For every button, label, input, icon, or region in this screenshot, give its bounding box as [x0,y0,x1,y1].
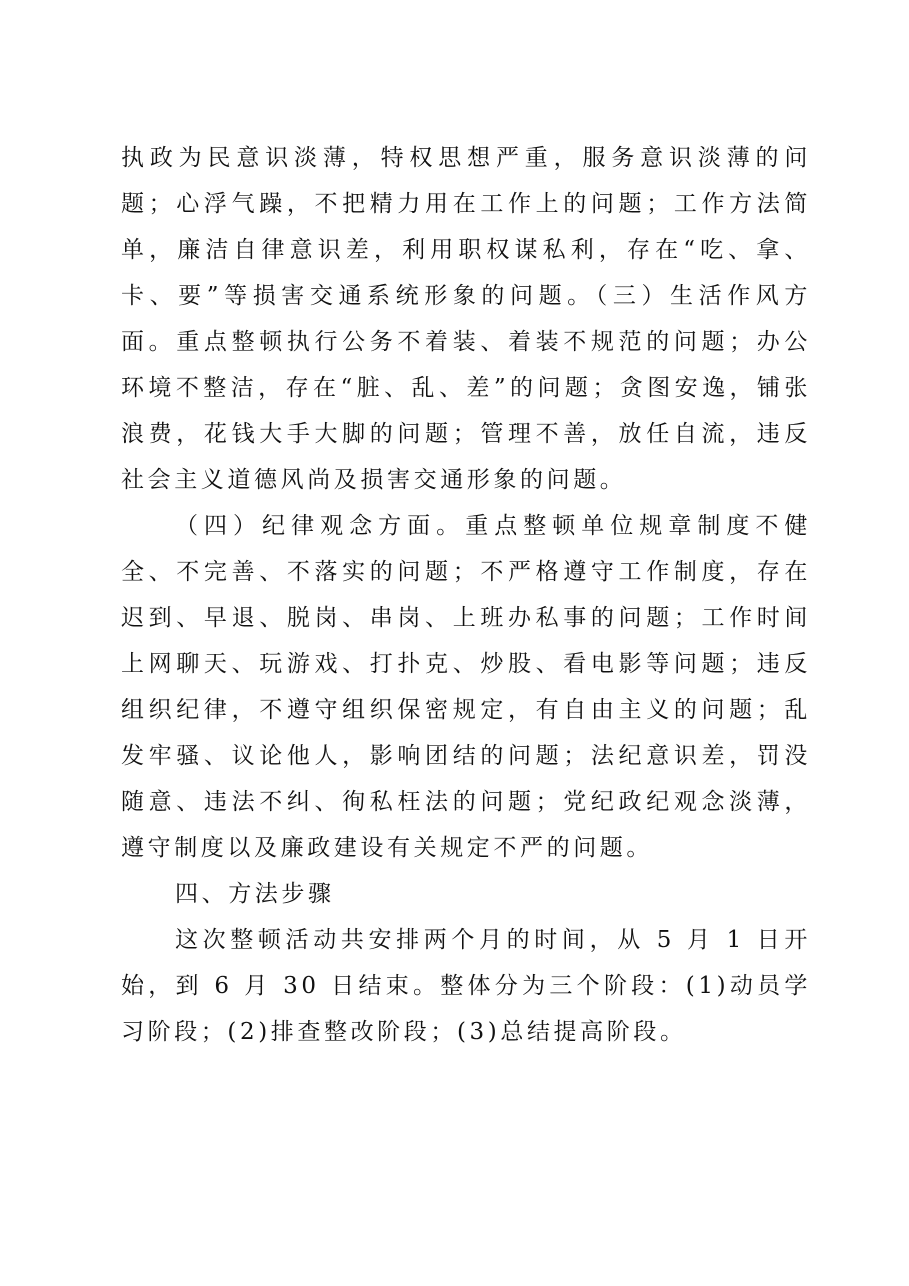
document-body [121,135,811,1055]
paragraph-schedule: 这次整顿活动共安排两个月的时间，从 5 月 1 日开始，到 6 月 30 日结束。整体分为三个阶段：(1)动员学习阶段；(2)排查整改阶段；(3)总结提高阶段。 [121,927,811,1045]
section-heading-methods: 四、方法步骤 [175,881,335,907]
paragraph-discipline: （四）纪律观念方面。重点整顿单位规章制度不健全、不完善、不落实的问题；不严格遵守工作制度，存在迟到、早退、脱岗、串岗、上班办私事的问题；工作时间上网聊天、玩游戏、打扑克、炒股、看电影等问题；违反组织纪律，不遵守组织保密规定，有自由主义的问题；乱发牢骚、议论他人，影响团结的问题；法纪意识差，罚没随意、违法不纠、徇私枉法的问题；党纪政纪观念淡薄，遵守制度以及廉政建设有关规定不严的问题。 [121,513,811,861]
paragraph-continuation: 执政为民意识淡薄，特权思想严重，服务意识淡薄的问题；心浮气躁，不把精力用在工作上的问题；工作方法简单，廉洁自律意识差，利用职权谋私利，存在“吃、拿、卡、要”等损害交通系统形象的问题。（三）生活作风方面。重点整顿执行公务不着装、着装不规范的问题；办公环境不整洁，存在“脏、乱、差”的问题；贪图安逸，铺张浪费，花钱大手大脚的问题；管理不善，放任自流，违反社会主义道德风尚及损害交通形象的问题。 [121,145,811,493]
